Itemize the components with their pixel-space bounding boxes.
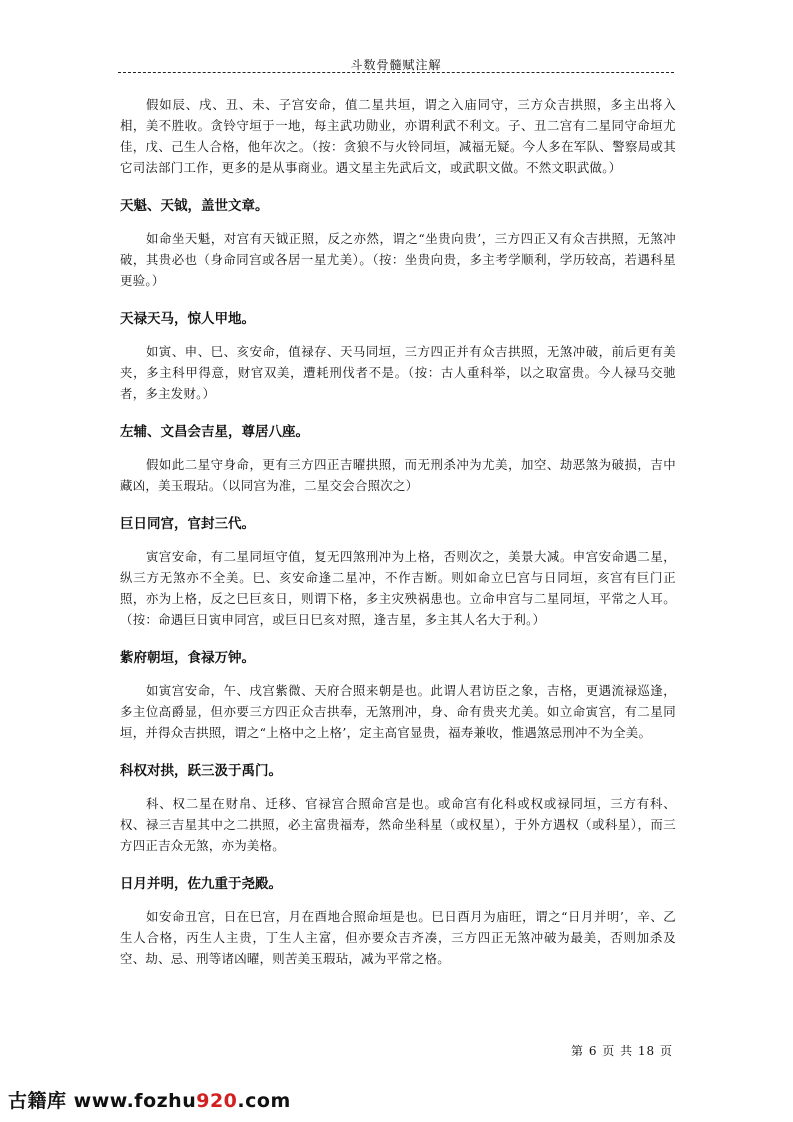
watermark-site-prefix: www.fozhu [73,1090,197,1112]
paragraph: 科、权二星在财帛、迁移、官禄宫合照命宫是也。或命宫有化科或权或禄同垣，三方有科、权、禄三吉星其中之二拱照，必主富贵福寿，然命坐科星（或权星），于外方遇权（或科星），而三方四正吉众无煞，亦为美格。 [120,796,676,853]
section-heading: 天禄天马，惊人甲地。 [120,311,255,327]
section-heading: 巨日同宫，官封三代。 [120,516,255,532]
section-heading: 紫府朝垣，食禄万钟。 [120,650,255,666]
paragraph: 如命坐天魁，对宫有天钺正照，反之亦然，谓之“坐贵向贵’，三方四正又有众吉拱照，无煞冲破，其贵必也（身命同宫或各居一星尤美）。（按：坐贵向贵，多主考学顺利，学历较高，若遇科星更验。） [120,231,676,288]
section-heading: 左辅、文昌会吉星，尊居八座。 [120,424,309,440]
watermark-brand: 古籍库 [8,1090,67,1112]
paragraph: 如寅、申、巳、亥安命，值禄存、天马同垣，三方四正并有众吉拱照，无煞冲破，前后更有美夹，多主科甲得意，财官双美，遭耗刑伐者不是。（按：古人重科举，以之取富贵。今人禄马交驰者，多主发财。） [120,344,676,401]
paragraph: 如安命丑宫，日在巳宫，月在酉地合照命垣是也。巳日酉月为庙旺，谓之“日月并明’，辛、乙生人合格，丙生人主贵，丁生人主富，但亦要众吉齐凑，三方四正无煞冲破为最美，否则加杀及空、劫、忌、刑等诸凶曜，则苦美玉瑕玷，减为平常之格。 [120,909,676,966]
watermark-site-number: 920 [196,1090,238,1112]
page-header: 斗数骨髓赋注解 [350,58,442,72]
section-heading: 天魁、天钺，盖世文章。 [120,198,269,214]
paragraph: 假如辰、戌、丑、未、子宫安命，值二星共垣，谓之入庙同守，三方众吉拱照，多主出将入相，美不胜收。贪铃守垣于一地，每主武功勋业，亦谓利武不利文。子、丑二宫有二星同守命垣尤佳，戊、己生人合格，他年次之。（按：贪狼不与火铃同垣，减福无疑。今人多在军队、警察局或其它司法部门工作，更多的是从事商业。遇文星主先武后文，或武职文做。不然文职武做。） [120,97,676,175]
document-body [120,94,676,969]
section-heading: 日月并明，佐九重于尧殿。 [120,876,282,892]
paragraph: 如寅宫安命，午、戌宫紫微、天府合照来朝是也。此谓人君访臣之象，吉格，更遇流禄巡逢，多主位高爵显，但亦要三方四正众吉拱奉，无煞刑冲，身、命有贵夹尤美。如立命寅宫，有二星同垣，并得众吉拱照，谓之“上格中之上格’，定主高官显贵，福寿兼收，惟遇煞忌刑冲不为全美。 [120,683,676,740]
header-divider [118,72,674,73]
paragraph: 寅宫安命，有二星同垣守值，复无四煞刑冲为上格，否则次之，美景大减。申宫安命遇二星，纵三方无煞亦不全美。巳、亥安命逢二星冲，不作吉断。则如命立巳宫与日同垣，亥宫有巨门正照，亦为上格，反之巳巨亥日，则谓下格，多主灾殃祸患也。立命申宫与二星同垣，平常之人耳。（按：命遇巨日寅申同宫，或巨日巳亥对照，逢吉星，多主其人名大于利。） [120,549,676,627]
site-watermark [8,1086,291,1113]
page-number: 第 6 页 共 18 页 [571,1044,673,1058]
watermark-site-suffix: .com [237,1090,291,1112]
paragraph: 假如此二星守身命，更有三方四正吉曜拱照，而无刑杀冲为尤美，加空、劫恶煞为破损，吉中藏凶，美玉瑕玷。（以同宫为准，二星交会合照次之） [120,457,676,493]
section-heading: 科权对拱，跃三汲于禹门。 [120,763,282,779]
